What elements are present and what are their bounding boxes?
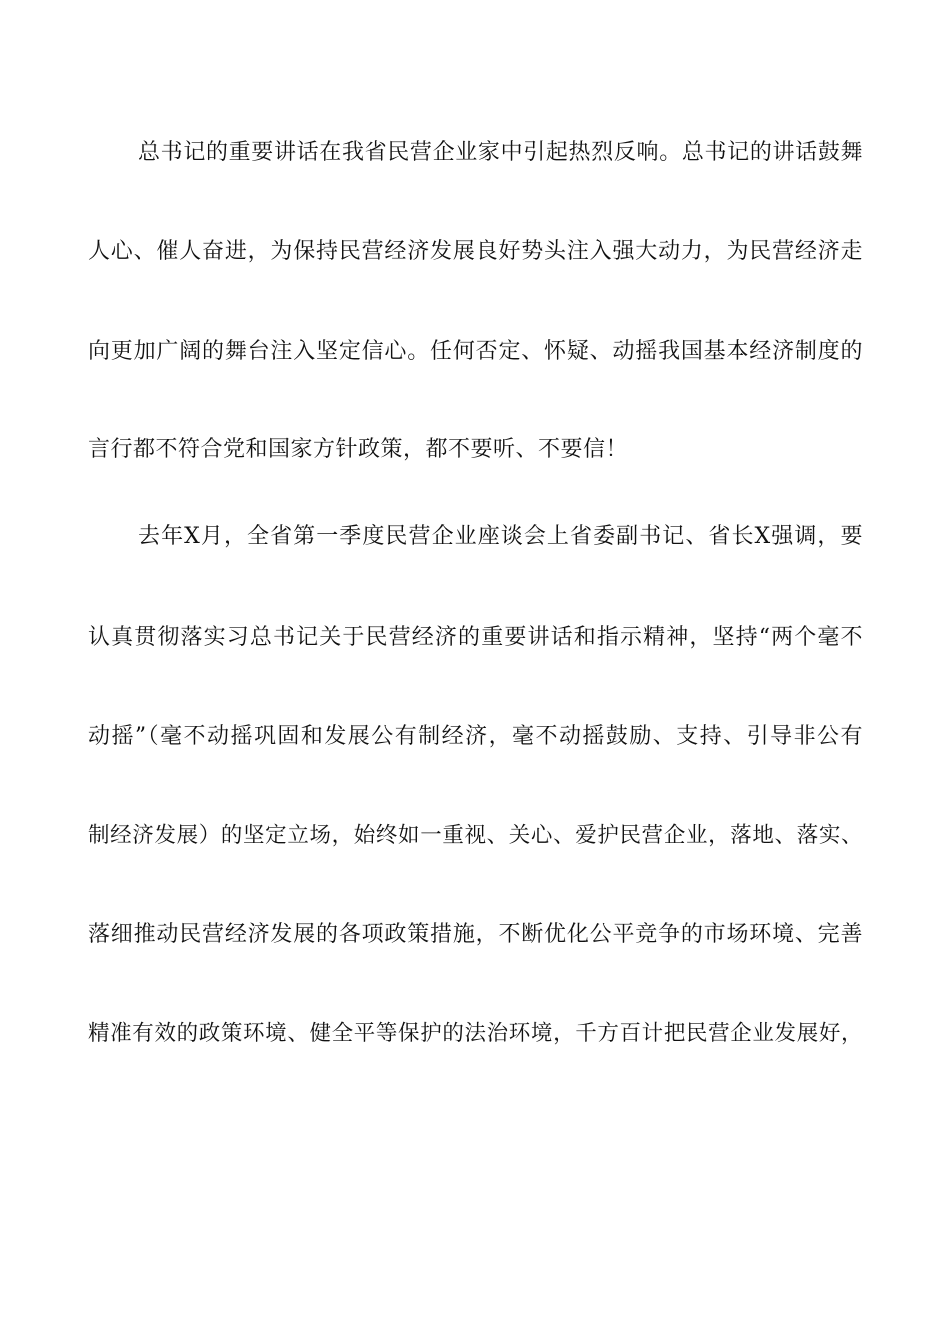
paragraph-line: 精准有效的政策环境、健全平等保护的法治环境，千方百计把民营企业发展好， <box>88 1021 863 1046</box>
paragraph-line: 向更加广阔的舞台注入坚定信心。任何否定、怀疑、动摇我国基本经济制度的 <box>88 339 863 364</box>
paragraph-line: 去年X月，全省第一季度民营企业座谈会上省委副书记、省长X强调，要 <box>138 524 863 549</box>
paragraph-line: 总书记的重要讲话在我省民营企业家中引起热烈反响。总书记的讲话鼓舞 <box>138 140 863 165</box>
paragraph-line: 人心、催人奋进，为保持民营经济发展良好势头注入强大动力，为民营经济走 <box>88 239 863 264</box>
paragraph-line: 言行都不符合党和国家方针政策，都不要听、不要信！ <box>88 437 629 462</box>
paragraph-line: 制经济发展）的坚定立场，始终如一重视、关心、爱护民营企业，落地、落实、 <box>88 823 863 848</box>
paragraph-line: 认真贯彻落实习总书记关于民营经济的重要讲话和指示精神，坚持“两个毫不 <box>88 625 863 650</box>
paragraph-line: 落细推动民营经济发展的各项政策措施，不断优化公平竞争的市场环境、完善 <box>88 922 863 947</box>
paragraph-line: 动摇”（毫不动摇巩固和发展公有制经济，毫不动摇鼓励、支持、引导非公有 <box>88 724 863 749</box>
